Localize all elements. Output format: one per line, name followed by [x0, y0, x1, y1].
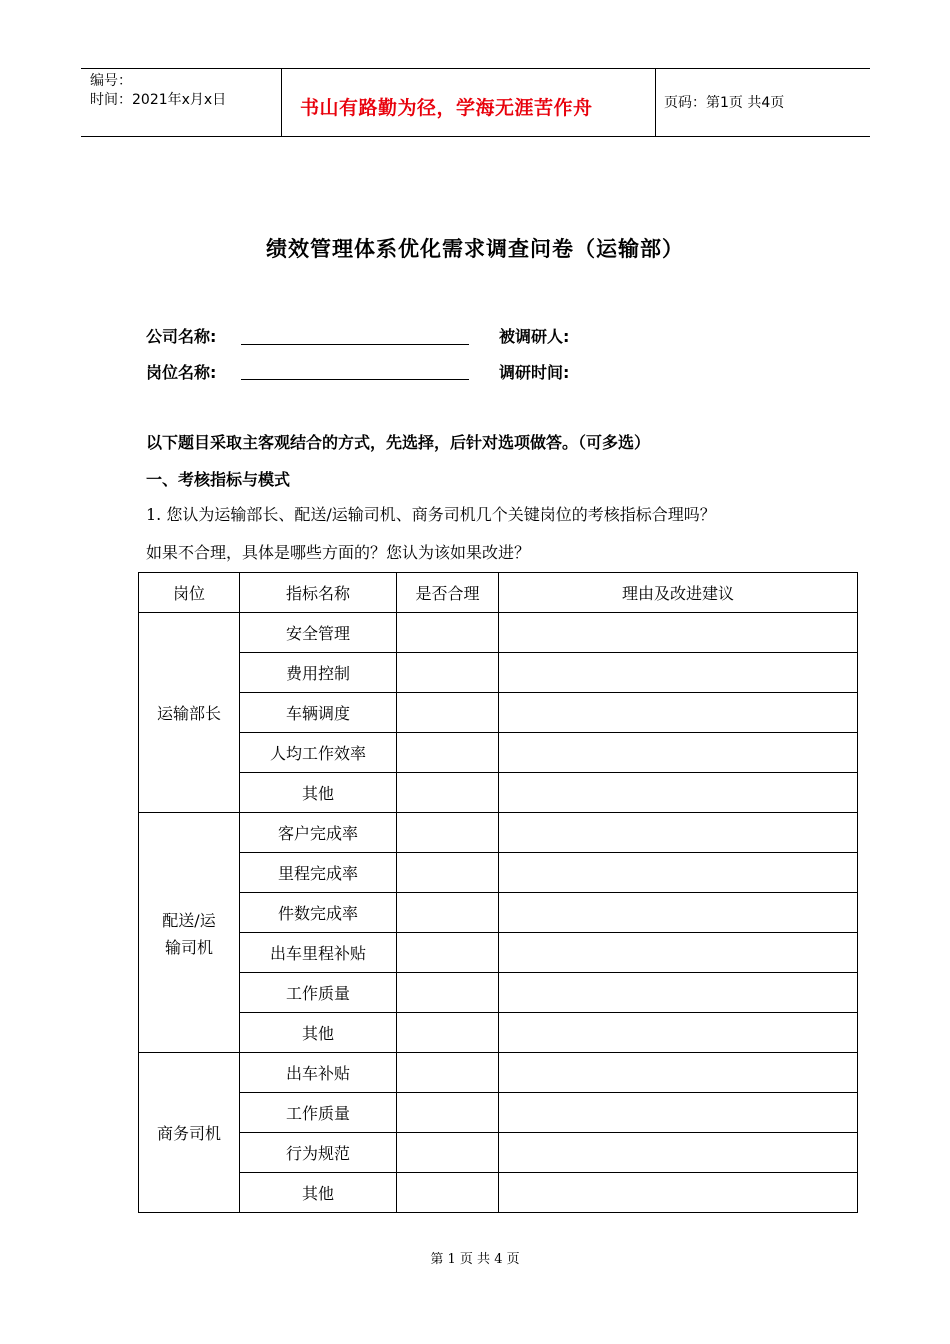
table-row — [139, 1173, 858, 1213]
survey-time-label: 调研时间: — [499, 363, 570, 382]
table-row — [139, 653, 858, 693]
indicator-cell: 其他 — [240, 773, 397, 813]
indicator-cell: 里程完成率 — [240, 853, 397, 893]
position-cell-transport-head: 运输部长 — [139, 613, 240, 813]
indicator-cell: 其他 — [240, 1173, 397, 1213]
reasonable-cell[interactable] — [397, 1053, 499, 1093]
indicator-cell: 工作质量 — [240, 1093, 397, 1133]
suggestion-cell[interactable] — [499, 893, 858, 933]
table-row — [139, 1133, 858, 1173]
table-row — [139, 853, 858, 893]
reasonable-cell[interactable] — [397, 613, 499, 653]
header-suggestion: 理由及改进建议 — [499, 573, 858, 613]
table-row — [139, 973, 858, 1013]
header-position: 岗位 — [139, 573, 240, 613]
reasonable-cell[interactable] — [397, 653, 499, 693]
section-heading: 一、考核指标与模式 — [146, 470, 291, 489]
reasonable-cell[interactable] — [397, 1093, 499, 1133]
indicator-cell: 客户完成率 — [240, 813, 397, 853]
position-name-field[interactable] — [241, 379, 469, 380]
position-cell-business-driver: 商务司机 — [139, 1053, 240, 1213]
table-row — [139, 733, 858, 773]
table-row — [139, 933, 858, 973]
table-row — [139, 693, 858, 733]
reasonable-cell[interactable] — [397, 773, 499, 813]
reasonable-cell[interactable] — [397, 693, 499, 733]
page-title: 绩效管理体系优化需求调查问卷（运输部） — [266, 237, 684, 261]
suggestion-cell[interactable] — [499, 693, 858, 733]
reasonable-cell[interactable] — [397, 893, 499, 933]
reasonable-cell[interactable] — [397, 933, 499, 973]
indicator-table — [138, 572, 858, 1213]
indicator-cell: 行为规范 — [240, 1133, 397, 1173]
header-number-label: 编号： — [90, 73, 132, 89]
suggestion-cell[interactable] — [499, 733, 858, 773]
position-label-line1: 配送/运 — [162, 910, 216, 930]
table-row — [139, 773, 858, 813]
header-divider-left — [281, 68, 282, 136]
table-row — [139, 893, 858, 933]
header-motto: 书山有路勤为径，学海无涯苦作舟 — [300, 97, 593, 119]
suggestion-cell[interactable] — [499, 653, 858, 693]
header-bottom-rule — [81, 136, 870, 137]
reasonable-cell[interactable] — [397, 733, 499, 773]
suggestion-cell[interactable] — [499, 973, 858, 1013]
question-text-line2: 如果不合理，具体是哪些方面的？您认为该如果改进？ — [146, 543, 531, 562]
position-name-label: 岗位名称: — [146, 363, 217, 382]
indicator-cell: 费用控制 — [240, 653, 397, 693]
company-name-label: 公司名称: — [146, 327, 217, 346]
header-indicator: 指标名称 — [240, 573, 397, 613]
table-row — [139, 1013, 858, 1053]
suggestion-cell[interactable] — [499, 1173, 858, 1213]
header-date: 时间：2021年x月x日 — [90, 92, 227, 108]
suggestion-cell[interactable] — [499, 1013, 858, 1053]
header-divider-right — [655, 68, 656, 136]
suggestion-cell[interactable] — [499, 1133, 858, 1173]
question-text-line1: 1. 您认为运输部长、配送/运输司机、商务司机几个关键岗位的考核指标合理吗？ — [146, 505, 716, 524]
table-row — [139, 1093, 858, 1133]
header-top-rule — [81, 68, 870, 69]
suggestion-cell[interactable] — [499, 933, 858, 973]
respondent-label: 被调研人: — [499, 327, 570, 346]
reasonable-cell[interactable] — [397, 813, 499, 853]
suggestion-cell[interactable] — [499, 1093, 858, 1133]
suggestion-cell[interactable] — [499, 813, 858, 853]
reasonable-cell[interactable] — [397, 853, 499, 893]
indicator-cell: 人均工作效率 — [240, 733, 397, 773]
suggestion-cell[interactable] — [499, 853, 858, 893]
header-reasonable: 是否合理 — [397, 573, 499, 613]
reasonable-cell[interactable] — [397, 1173, 499, 1213]
table-row — [139, 1053, 858, 1093]
indicator-cell: 件数完成率 — [240, 893, 397, 933]
suggestion-cell[interactable] — [499, 773, 858, 813]
indicator-cell: 出车补贴 — [240, 1053, 397, 1093]
indicator-cell: 安全管理 — [240, 613, 397, 653]
page-footer: 第 1 页 共 4 页 — [430, 1252, 520, 1267]
reasonable-cell[interactable] — [397, 1133, 499, 1173]
table-row — [139, 813, 858, 853]
table-header-row — [139, 573, 858, 613]
instruction-text: 以下题目采取主客观结合的方式，先选择，后针对选项做答。（可多选） — [146, 433, 651, 452]
indicator-cell: 出车里程补贴 — [240, 933, 397, 973]
reasonable-cell[interactable] — [397, 973, 499, 1013]
reasonable-cell[interactable] — [397, 1013, 499, 1053]
indicator-cell: 车辆调度 — [240, 693, 397, 733]
position-cell-delivery-driver — [139, 813, 240, 1053]
table-row — [139, 613, 858, 653]
indicator-cell: 其他 — [240, 1013, 397, 1053]
company-name-field[interactable] — [241, 344, 469, 345]
header-page-number: 页码：第1页 共4页 — [664, 95, 785, 111]
suggestion-cell[interactable] — [499, 1053, 858, 1093]
suggestion-cell[interactable] — [499, 613, 858, 653]
indicator-cell: 工作质量 — [240, 973, 397, 1013]
position-label-line2: 输司机 — [164, 937, 213, 957]
